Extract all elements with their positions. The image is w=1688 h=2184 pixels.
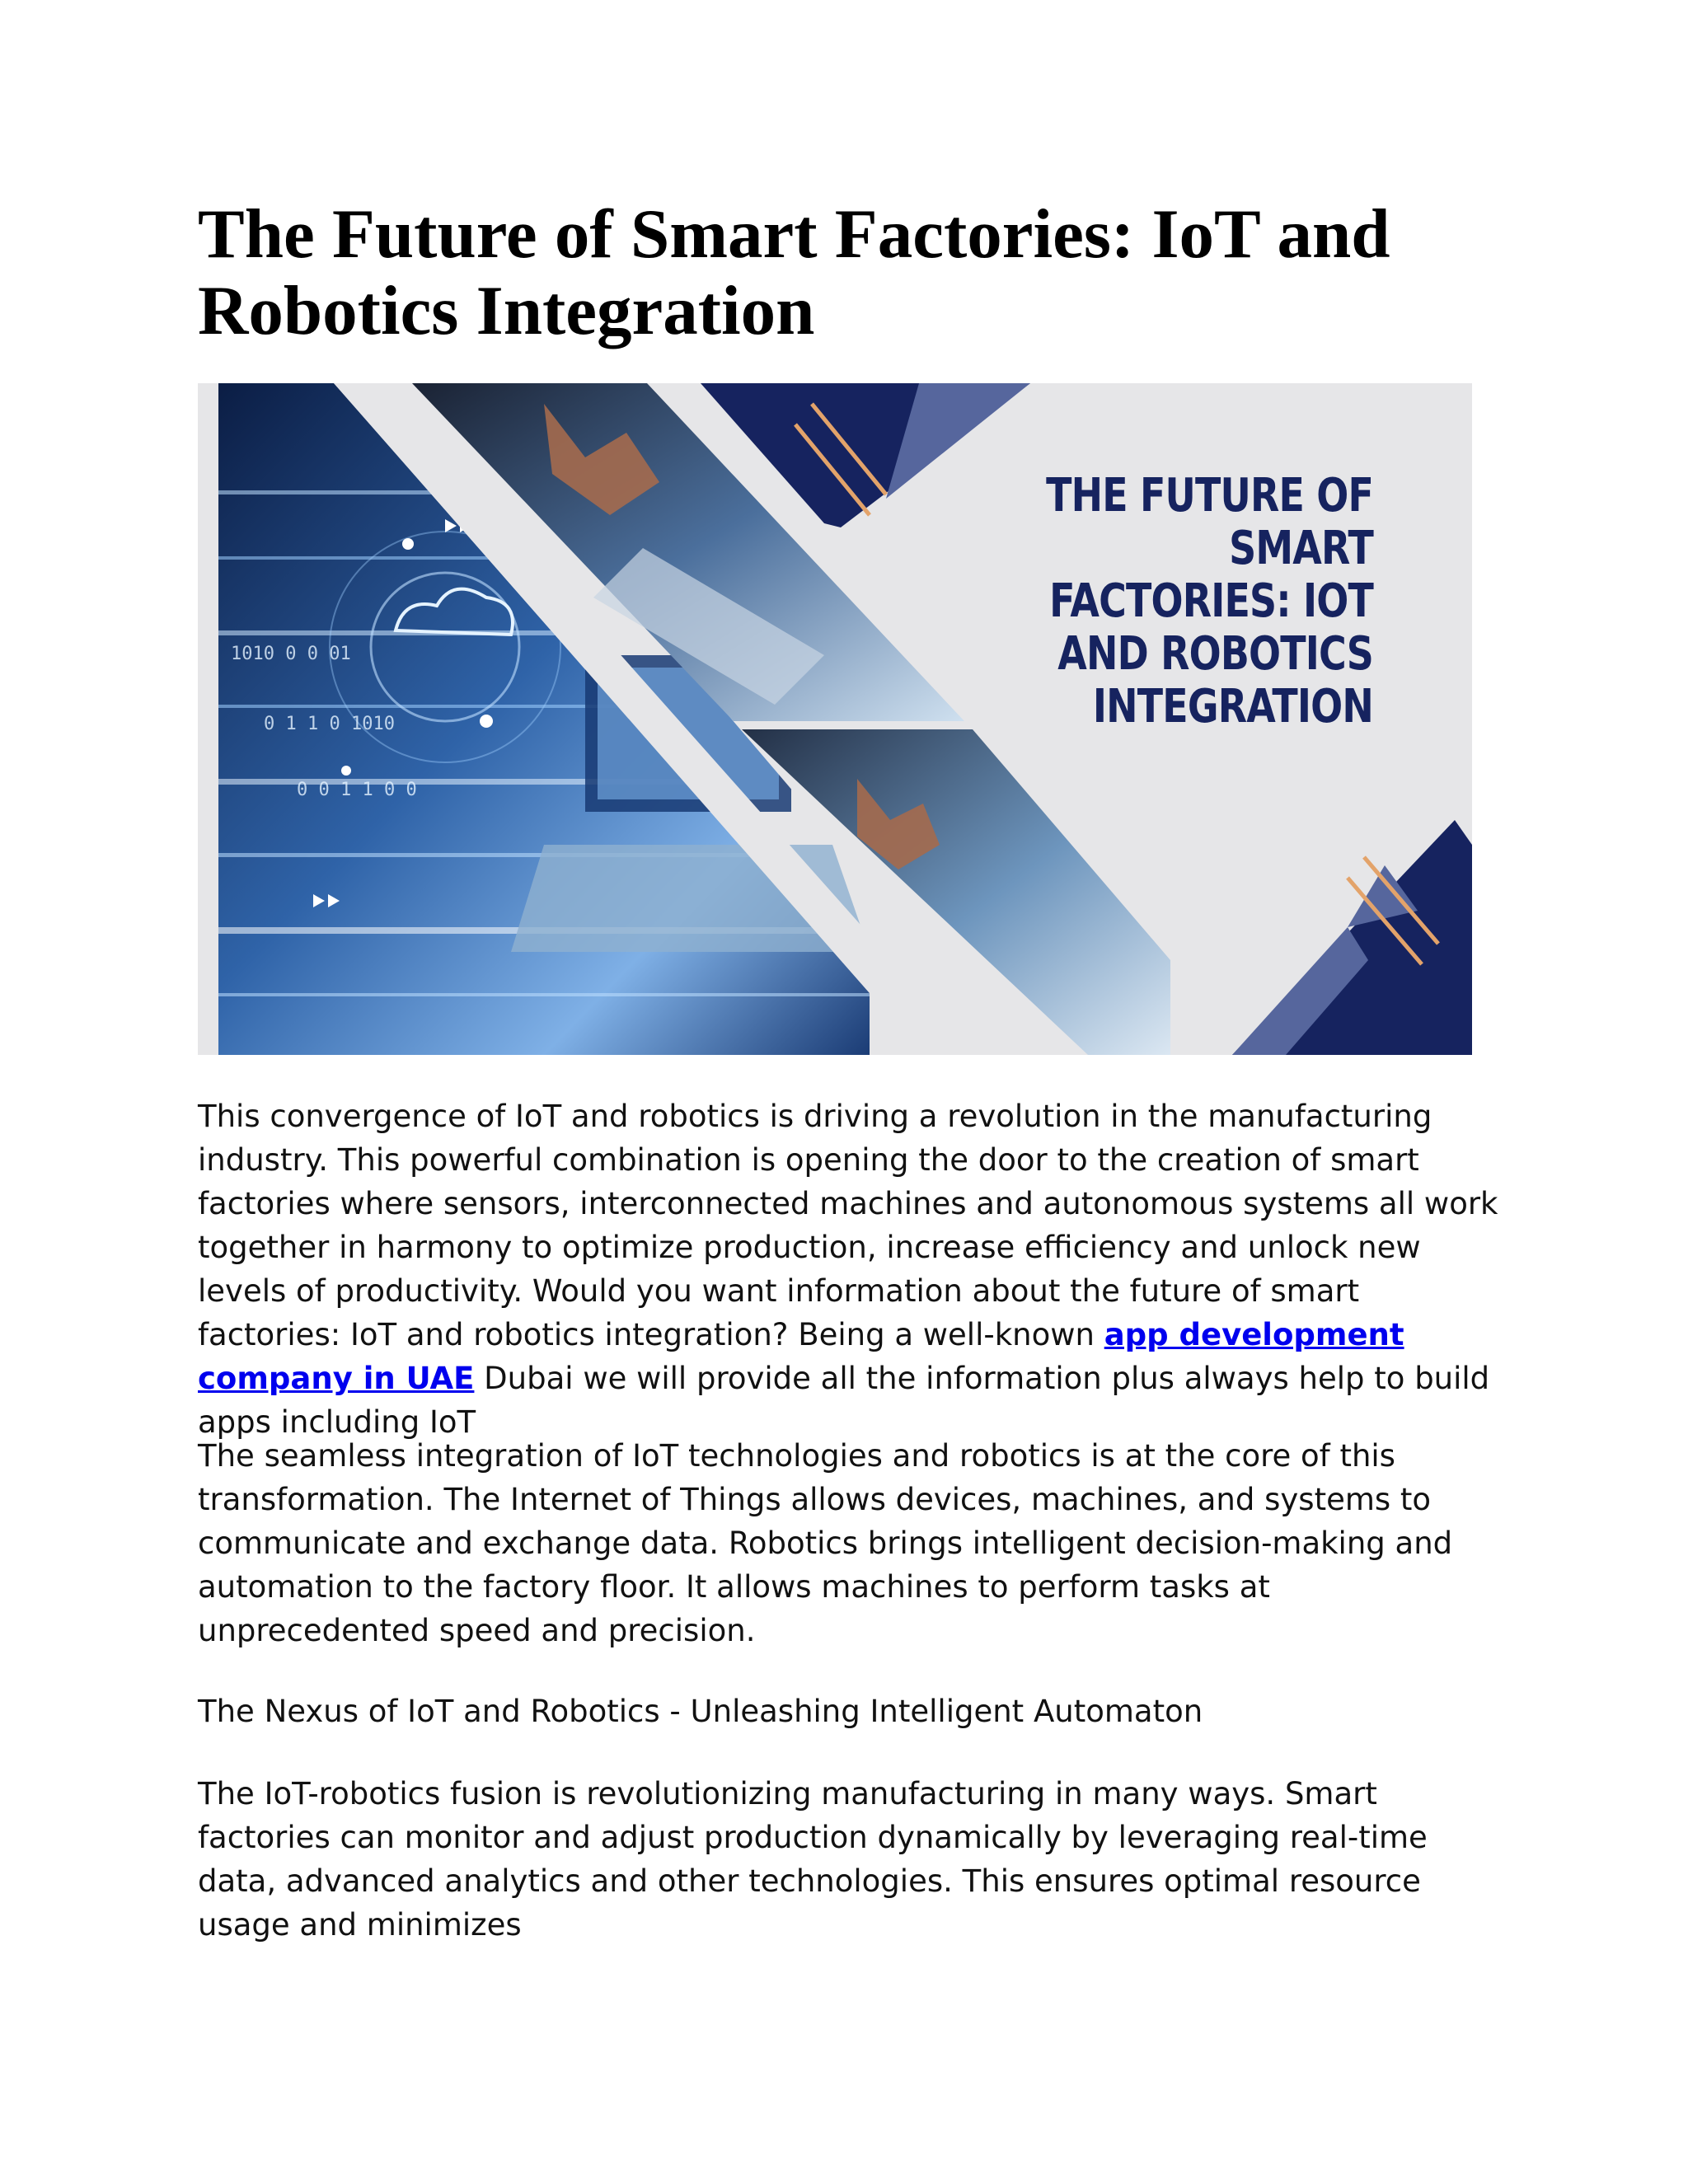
paragraph-fusion: The IoT-robotics fusion is revolutionizing manufacturing in many ways. Smart factories can monitor and adjust production dynamically by leveraging real-time data, advanced analytics and other technologies. This ensures optimal resource usage and minimizes	[198, 1776, 1428, 1943]
accent-shapes-bottom	[1232, 820, 1472, 1055]
paragraph-intro-text-1: This convergence of IoT and robotics is driving a revolution in the manufacturing industry. This powerful combination is opening the door to the creation of smart factories where sensors, interconnected machines and autonomous systems all work together in harmony to optimize production, increase efficiency and unlock new levels of productivity. Would you want information about the future of smart factories: IoT and robotics integration? Being a well-known	[198, 1099, 1498, 1352]
paragraph-integration: The seamless integration of IoT technologies and robotics is at the core of this transformation. The Internet of Things allows devices, machines, and systems to communicate and exchange data. Robotics brings intelligent decision-making and automation to the factory floor. It allows machines to perform tasks at unprecedented speed and precision.	[198, 1438, 1453, 1648]
section-heading: The Nexus of IoT and Robotics - Unleashing Intelligent Automaton	[198, 1694, 1203, 1729]
svg-text:0 0 1 1 0 0: 0 0 1 1 0 0	[297, 780, 417, 800]
svg-text:1010 0 0 01: 1010 0 0 01	[231, 644, 351, 664]
hero-banner-text: THE FUTURE OF SMART FACTORIES: IOT AND ROBOTICS INTEGRATION	[1046, 469, 1373, 733]
hero-image	[198, 383, 1472, 1055]
paragraph-intro	[198, 1094, 1500, 1444]
app-development-link[interactable]: app development company in UAE	[198, 1317, 1404, 1396]
paragraph-intro-text-2: Dubai we will provide all the information plus always help to build apps including IoT	[198, 1361, 1490, 1440]
article-title: The Future of Smart Factories: IoT and Robotics Integration	[198, 195, 1390, 349]
svg-text:0 1 1 0 1010: 0 1 1 0 1010	[264, 714, 395, 734]
